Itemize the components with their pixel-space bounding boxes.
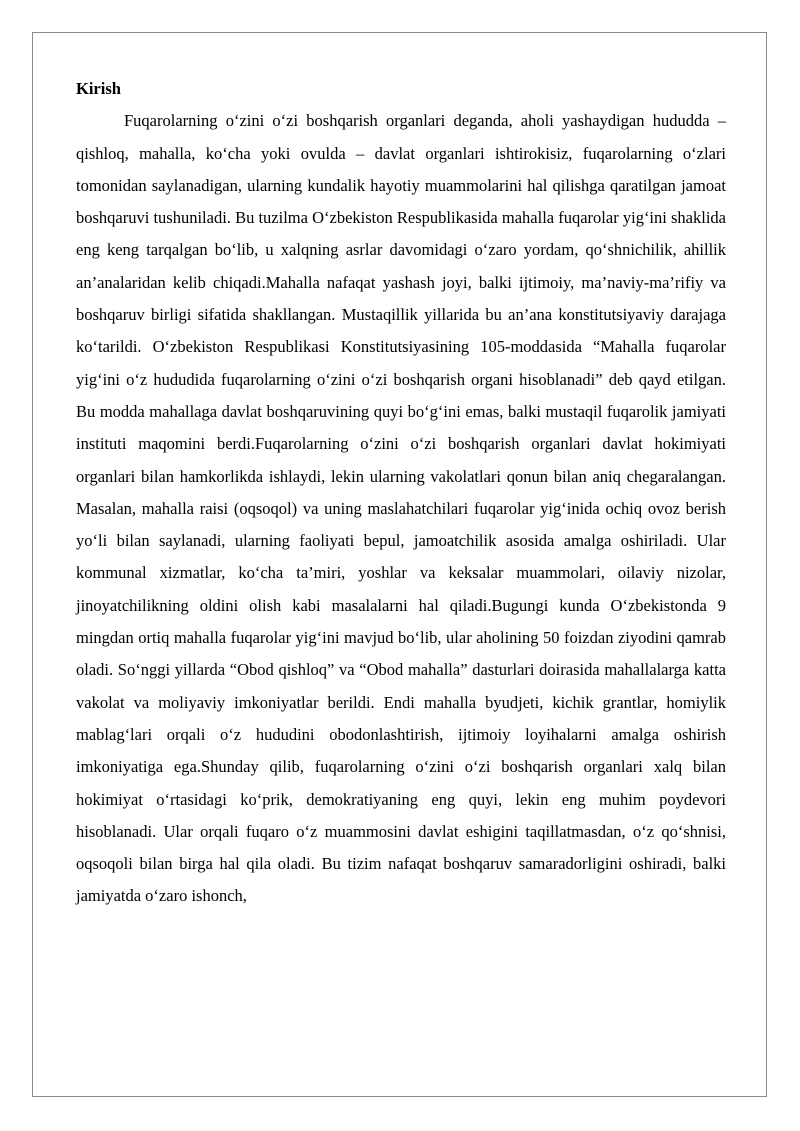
body-paragraph: Fuqarolarning o‘zini o‘zi boshqarish organlari deganda, aholi yashaydigan hududda – qishloq, mahalla, ko‘cha yoki ovulda – davlat organlari ishtirokisiz, fuqarolarning o‘zlari tomonidan saylanadigan, ularning kundalik hayotiy muammolarini hal qilishga qaratilgan jamoat boshqaruvi tushuniladi. Bu tuzilma O‘zbekiston Respublikasida mahalla fuqarolar yig‘ini shaklida eng keng tarqalgan bo‘lib, u xalqning asrlar davomidagi o‘zaro yordam, qo‘shnichilik, ahillik an’analaridan kelib chiqadi.Mahalla nafaqat yashash joyi, balki ijtimoiy, ma’naviy-ma’rifiy va boshqaruv birligi sifatida shakllangan. Mustaqillik yillarida bu an’ana konstitutsiyaviy darajaga ko‘tarildi. O‘zbekiston Respublikasi Konstitutsiyasining 105-moddasida “Mahalla fuqarolar yig‘ini o‘z hududida fuqarolarning o‘zini o‘zi boshqarish organi hisoblanadi” deb qayd etilgan. Bu modda mahallaga davlat boshqaruvining quyi bo‘g‘ini emas, balki mustaqil fuqarolik jamiyati instituti maqomini berdi.Fuqarolarning o‘zini o‘zi boshqarish organlari davlat hokimiyati organlari bilan hamkorlikda ishlaydi, lekin ularning vakolatlari qonun bilan aniq chegaralangan. Masalan, mahalla raisi (oqsoqol) va uning maslahatchilari fuqarolar yig‘inida ochiq ovoz berish yo‘li bilan saylanadi, ularning faoliyati bepul, jamoatchilik asosida amalga oshiriladi. Ular kommunal xizmatlar, ko‘cha ta’miri, yoshlar va keksalar muammolari, oilaviy nizolar, jinoyatchilikning oldini olish kabi masalalarni hal qiladi.Bugungi kunda O‘zbekistonda 9 mingdan ortiq mahalla fuqarolar yig‘ini mavjud bo‘lib, ular aholining 50 foizdan ziyodini qamrab oladi. So‘nggi yillarda “Obod qishloq” va “Obod mahalla” dasturlari doirasida mahallalarga katta vakolat va moliyaviy imkoniyatlar berildi. Endi mahalla byudjeti, kichik grantlar, homiylik mablag‘lari orqali o‘z hududini obodonlashtirish, ijtimoiy loyihalarni amalga oshirish imkoniyatiga ega.Shunday qilib, fuqarolarning o‘zini o‘zi boshqarish organlari xalq bilan hokimiyat o‘rtasidagi ko‘prik, demokratiyaning eng quyi, lekin eng muhim poydevori hisoblanadi. Ular orqali fuqaro o‘z muammosini davlat eshigini taqillatmasdan, o‘z qo‘shnisi, oqsoqoli bilan birga hal qila oladi. Bu tizim nafaqat boshqaruv samaradorligini oshiradi, balki jamiyatda o‘zaro ishonch,: [76, 111, 726, 906]
document-body: [76, 73, 726, 913]
section-heading: Kirish: [76, 79, 121, 98]
